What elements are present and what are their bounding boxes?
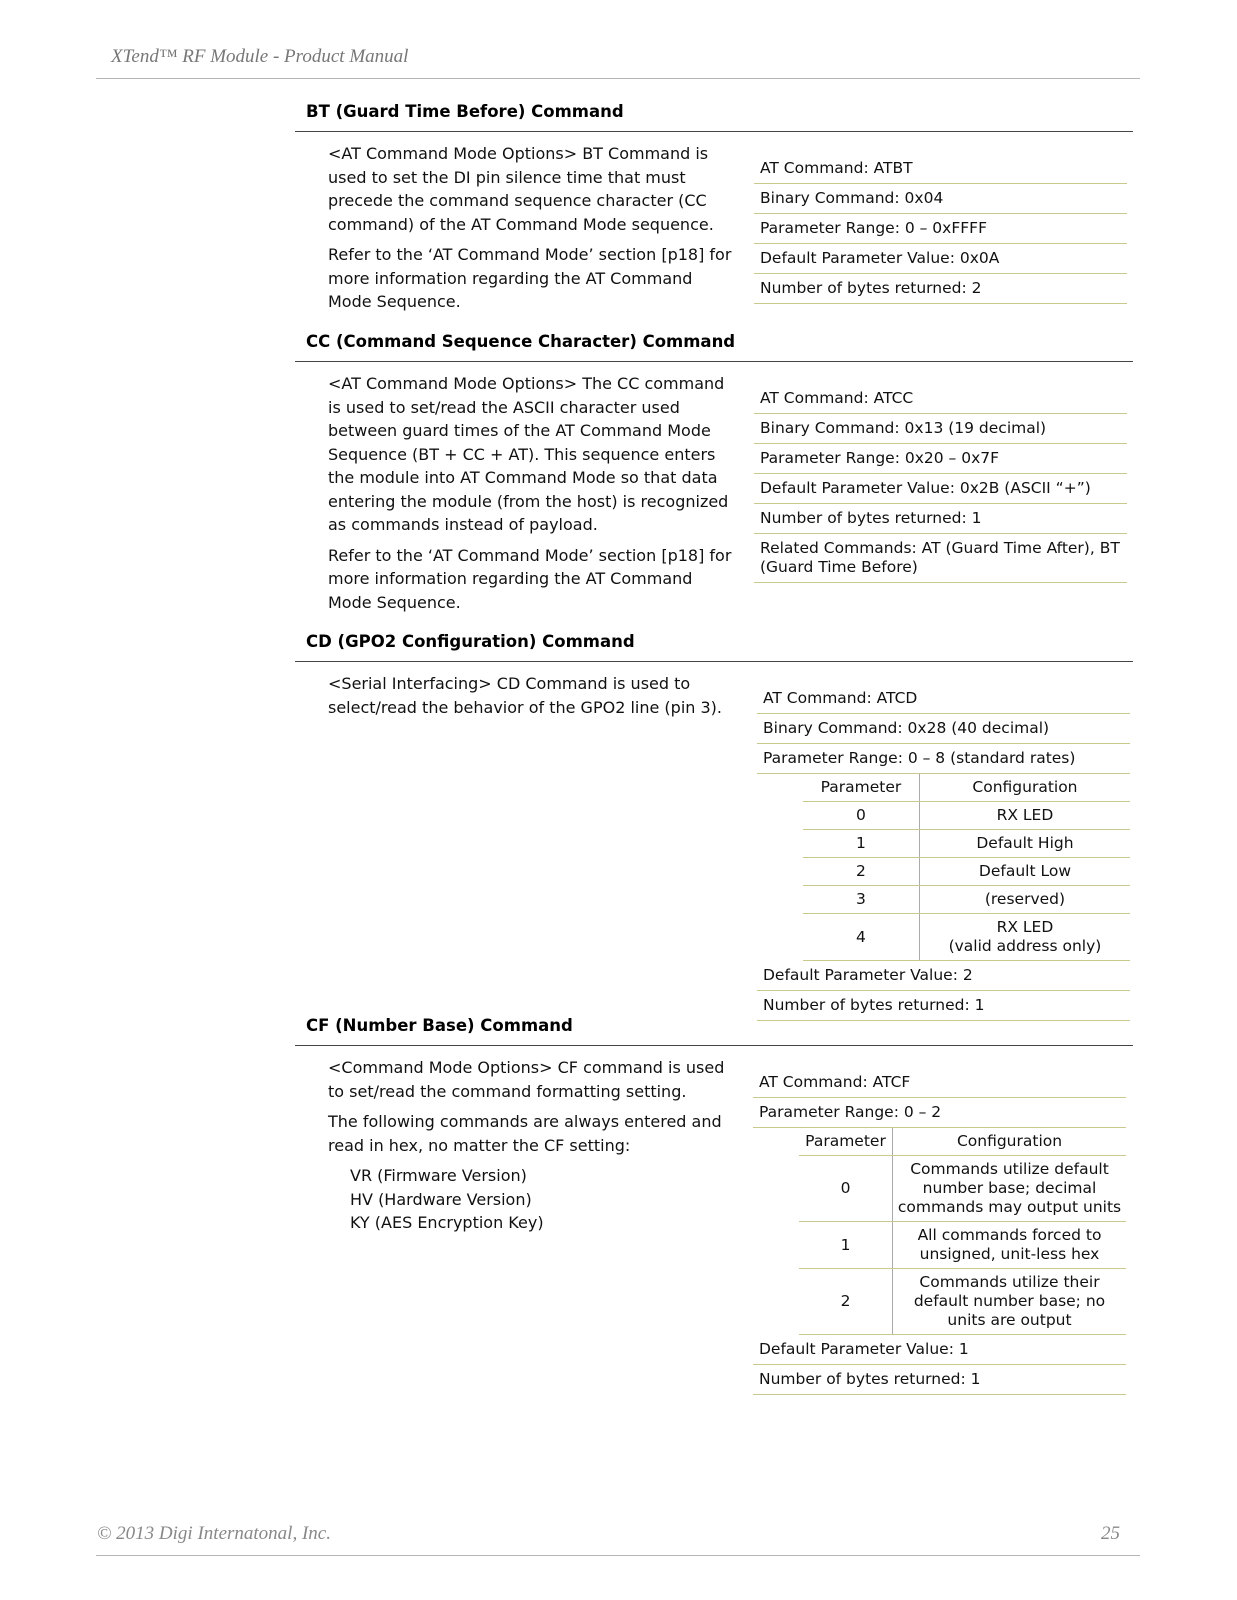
info-table-bt — [754, 152, 1127, 304]
info-row: Number of bytes returned: 1 — [754, 504, 1127, 534]
parameter-table-cd — [803, 774, 1130, 961]
info-row: Binary Command: 0x04 — [754, 184, 1127, 214]
section-divider-bt — [295, 131, 1133, 132]
paragraph: <AT Command Mode Options> The CC command is used to set/read the ASCII character used between guard times of the AT Command Mode Sequence (BT + CC + AT). This sequence enters the module into AT Command Mode so that data entering the module (from the host) is recognized as commands instead of payload. — [328, 374, 729, 534]
paragraph: <AT Command Mode Options> BT Command is used to set the DI pin silence time that must precede the command sequence character (CC command) of the AT Command Mode sequence. — [328, 144, 714, 234]
section-description-cc — [328, 372, 738, 621]
section-title-cc: CC (Command Sequence Character) Command — [306, 332, 736, 351]
info-row: Parameter Range: 0x20 – 0x7F — [754, 444, 1127, 474]
section-title-bt: BT (Guard Time Before) Command — [306, 102, 624, 121]
configuration-cell: (reserved) — [919, 886, 1130, 914]
parameter-table-cf — [799, 1128, 1126, 1335]
parameter-cell: 2 — [803, 858, 919, 886]
column-header-parameter: Parameter — [799, 1128, 893, 1156]
info-row: Default Parameter Value: 0x0A — [754, 244, 1127, 274]
info-table-cc — [754, 382, 1127, 583]
section-title-cd: CD (GPO2 Configuration) Command — [306, 632, 635, 651]
parameter-cell: 4 — [803, 914, 919, 961]
info-row: Number of bytes returned: 1 — [753, 1365, 1126, 1395]
configuration-cell: Default High — [919, 830, 1130, 858]
info-row: Number of bytes returned: 1 — [757, 991, 1130, 1021]
parameter-cell: 3 — [803, 886, 919, 914]
section-divider-cc — [295, 361, 1133, 362]
parameter-cell: 0 — [803, 802, 919, 830]
info-row: Number of bytes returned: 2 — [754, 274, 1127, 304]
info-row: Binary Command: 0x13 (19 decimal) — [754, 414, 1127, 444]
list-item: VR (Firmware Version) — [350, 1166, 527, 1185]
list-item: HV (Hardware Version) — [350, 1189, 532, 1209]
info-row: Default Parameter Value: 2 — [757, 961, 1130, 991]
info-row: Parameter Range: 0 – 0xFFFF — [754, 214, 1127, 244]
parameter-cell: 1 — [799, 1222, 893, 1269]
parameter-cell: 1 — [803, 830, 919, 858]
section-divider-cf — [295, 1045, 1133, 1046]
list-item: KY (AES Encryption Key) — [350, 1213, 544, 1232]
info-row: Default Parameter Value: 0x2B (ASCII “+”) — [754, 474, 1127, 504]
footer-divider — [96, 1555, 1140, 1556]
header-divider — [96, 78, 1140, 79]
section-description-cf — [328, 1056, 738, 1235]
column-header-configuration: Configuration — [919, 774, 1130, 802]
configuration-cell: RX LED — [919, 802, 1130, 830]
section-divider-cd — [295, 661, 1133, 662]
column-header-configuration: Configuration — [893, 1128, 1127, 1156]
info-row: Related Commands: AT (Guard Time After), BT (Guard Time Before) — [754, 534, 1127, 583]
parameter-cell: 2 — [799, 1269, 893, 1335]
info-row: AT Command: ATCF — [753, 1066, 1126, 1098]
info-row: Default Parameter Value: 1 — [753, 1335, 1126, 1365]
configuration-cell: All commands forced to unsigned, unit-less hex — [893, 1222, 1127, 1269]
footer-copyright: © 2013 Digi Internatonal, Inc. — [97, 1523, 331, 1544]
paragraph: Refer to the ‘AT Command Mode’ section [p18] for more information regarding the AT Command Mode Sequence. — [328, 545, 732, 612]
info-table-cf — [753, 1066, 1126, 1395]
paragraph: Refer to the ‘AT Command Mode’ section [p18] for more information regarding the AT Command Mode Sequence. — [328, 245, 732, 311]
configuration-cell: Commands utilize default number base; decimal commands may output units — [893, 1156, 1127, 1222]
paragraph: The following commands are always entered and read in hex, no matter the CF setting: — [328, 1112, 722, 1155]
section-description-cd — [328, 672, 738, 726]
section-title-cf: CF (Number Base) Command — [306, 1016, 573, 1035]
info-row: AT Command: ATBT — [754, 152, 1127, 184]
info-row: Parameter Range: 0 – 2 — [753, 1098, 1126, 1128]
column-header-parameter: Parameter — [803, 774, 919, 802]
info-row: Binary Command: 0x28 (40 decimal) — [757, 714, 1130, 744]
page-header-title: XTend™ RF Module - Product Manual — [111, 46, 409, 67]
configuration-cell: Commands utilize their default number base; no units are output — [893, 1269, 1127, 1335]
paragraph: <Command Mode Options> CF command is used to set/read the command formatting setting. — [328, 1058, 725, 1101]
section-description-bt — [328, 142, 738, 321]
info-row: AT Command: ATCD — [757, 682, 1130, 714]
configuration-cell: Default Low — [919, 858, 1130, 886]
page-number: 25 — [1101, 1523, 1120, 1544]
info-row: Parameter Range: 0 – 8 (standard rates) — [757, 744, 1130, 774]
paragraph: <Serial Interfacing> CD Command is used to select/read the behavior of the GPO2 line (pin 3). — [328, 674, 722, 717]
info-row: AT Command: ATCC — [754, 382, 1127, 414]
info-table-cd — [757, 682, 1130, 1021]
parameter-cell: 0 — [799, 1156, 893, 1222]
configuration-cell: RX LED (valid address only) — [919, 914, 1130, 961]
